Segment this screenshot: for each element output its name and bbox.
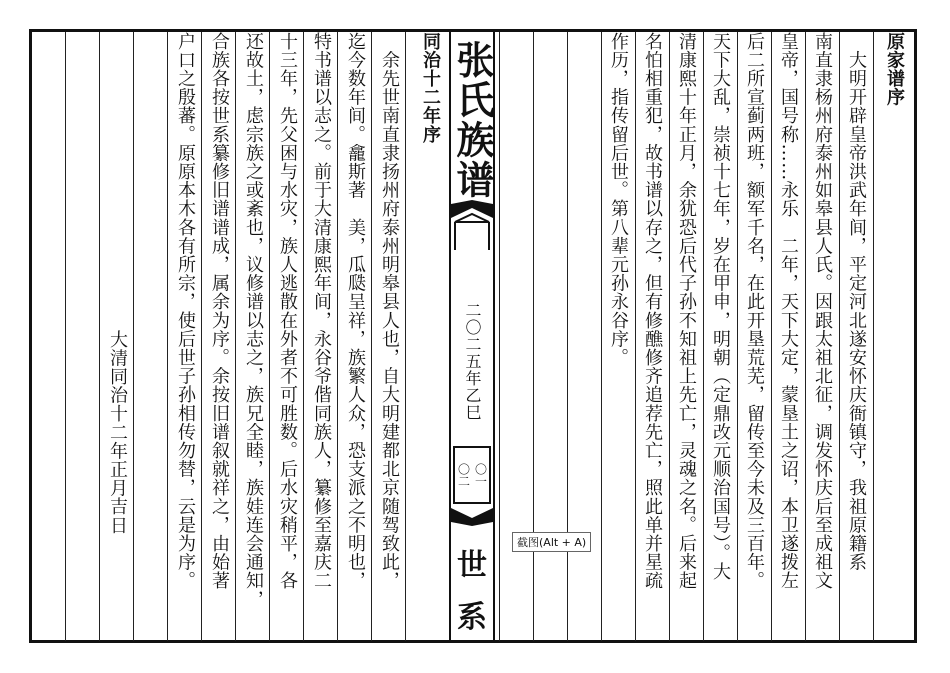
column-rule (771, 32, 772, 641)
preface-date: 大清同治十二年正月吉日 (107, 330, 128, 535)
left-page-line: 迄今数年间。龕斯著 美，瓜瓞呈祥，族繁人众，恐支派之不明也， (345, 32, 366, 590)
column-rule (635, 32, 636, 641)
edition-year: 二〇二五年乙巳 (463, 302, 482, 421)
column-rule (873, 32, 874, 641)
genealogy-title: 张氏族谱 (450, 40, 494, 200)
right-page-line: 名怕相重犯，故书谱以存之，但有修醮修齐追荐先亡，照此单并星疏 (642, 32, 663, 590)
right-page-line: 皇帝，国号称……永乐 二年，天下大定，蒙垦土之诏，本卫遂拨左 (778, 32, 799, 590)
left-page-line: 特书谱以志之。前于大清康熙年间，永谷爷偕同族人，纂修至嘉庆二 (311, 32, 332, 590)
right-page-line: 南直隶杨州府泰州如皋县人氏。因跟太祖北征，调发怀庆后至成祖文 (812, 32, 833, 590)
book-spine (449, 32, 495, 641)
left-page-line: 十三年，先父困与水灾，族人逃散在外者不可胜数。后水灾稍平，各 (277, 32, 298, 590)
column-rule (99, 32, 100, 641)
section-label-xi: 系 (457, 600, 487, 635)
page-number-box (453, 446, 491, 504)
left-page-line: 余先世南直隶扬州府泰州明皋县人也，自大明建都北京随驾致此， (379, 32, 400, 590)
left-page-line: 合族各按世系纂修旧谱谱成，属余为序。余按旧谱叙就祥之，由始著 (209, 32, 230, 590)
column-rule (65, 32, 66, 641)
column-rule (499, 32, 500, 641)
column-rule (805, 32, 806, 641)
column-rule (839, 32, 840, 641)
left-page-line: 户口之殷蕃。原原本木各有所宗，使后世子孙相传勿替，云是为序。 (175, 32, 196, 590)
right-page-line: 作历，指传留后世。第八辈元孙永谷序。 (608, 32, 629, 367)
right-page-line: 天下大乱，崇祯十七年，岁在甲申，明朝（定鼎改元顺治国号）。大 (710, 32, 731, 581)
column-rule (737, 32, 738, 641)
page-number-left: 〇二 (456, 463, 471, 487)
column-rule (601, 32, 602, 641)
column-rule (703, 32, 704, 641)
right-page-heading: 原家谱序 (884, 32, 905, 107)
right-page-line: 清康熙十年正月，余犹恐后代子孙不知祖上先亡，灵魂之名。后来起 (676, 32, 697, 590)
fish-tail-top-icon (451, 200, 493, 250)
column-rule (669, 32, 670, 641)
page-number-right: 〇一 (473, 463, 488, 487)
screenshot-shortcut-tooltip: 截图(Alt + A) (512, 532, 591, 552)
fish-tail-bottom-icon (451, 504, 493, 526)
column-rule (167, 32, 168, 641)
right-page-line: 后二所宣蓟两班，额军千名，在此开垦荒芜，留传至今未及三百年。 (744, 32, 765, 590)
left-page-line: 还故土，虑宗族之或紊也，议修谱以志之，族兄全睦，族娃连会通知， (243, 32, 264, 609)
left-page-heading: 同治十二年序 (420, 32, 441, 144)
right-page-line: 大明开辟皇帝洪武年间，平定河北遂安怀庆衙镇守，我祖原籍系 (846, 32, 867, 572)
section-label-shi: 世 (457, 548, 487, 583)
